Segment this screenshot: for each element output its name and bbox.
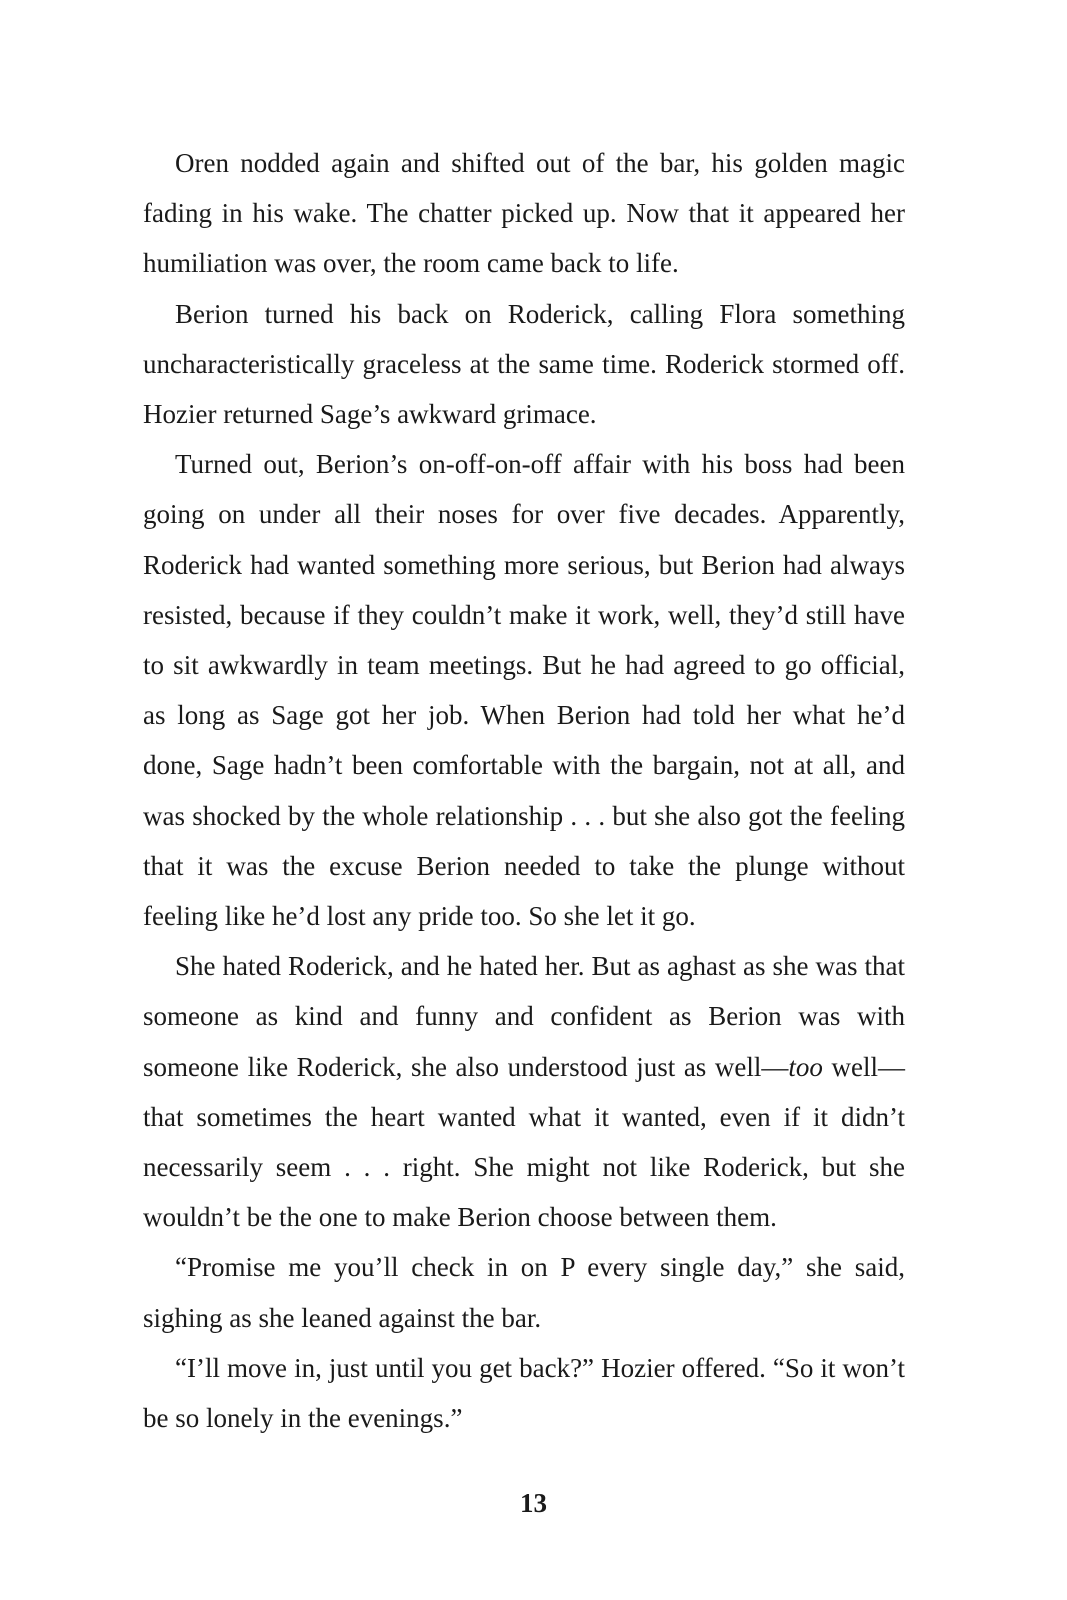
- paragraph-4: [143, 941, 905, 1242]
- paragraph-4-text-a: She hated Roderick, and he hated her. But as aghast as she was that someone as kind and funny and confident as Berion was with someone like Roderick, she also understood just as well—: [143, 951, 905, 1082]
- paragraph-3: [143, 439, 905, 941]
- paragraph-3-text: Turned out, Berion’s on-off-on-off affair with his boss had been going on under all their noses for over five decades. Apparently, Roderick had wanted something more serious, but Berion had always resisted, because if they couldn’t make it work, well, they’d still have to sit awkwardly in team meetings. But he had agreed to go official, as long as Sage got her job. When Berion had told her what he’d done, Sage hadn’t been comfortable with the bargain, not at all, and was shocked by the whole relationship . . . but she also got the feeling that it was the excuse Berion needed to take the plunge without feeling like he’d lost any pride too. So she let it go.: [143, 449, 905, 932]
- paragraph-6-text: “I’ll move in, just until you get back?” Hozier offered. “So it won’t be so lonely in the evenings.”: [143, 1352, 905, 1434]
- body-text: [143, 138, 905, 1443]
- paragraph-2: [143, 289, 905, 440]
- paragraph-5: [143, 1242, 905, 1342]
- paragraph-5-text: “Promise me you’ll check in on P every single day,” she said, sighing as she leaned against the bar.: [143, 1252, 905, 1333]
- paragraph-1: [143, 138, 905, 289]
- paragraph-2-text: Berion turned his back on Roderick, calling Flora something uncharacteristically graceless at the same time. Roderick stormed off. Hozier returned Sage’s awkward grimace.: [143, 298, 905, 430]
- paragraph-4-text-b: well—that sometimes the heart wanted what it wanted, even if it didn’t necessarily seem . . . right. She might not like Roderick, but she wouldn’t be the one to make Berion choose between them.: [143, 1051, 905, 1233]
- paragraph-6: [143, 1343, 905, 1443]
- paragraph-1-text: Oren nodded again and shifted out of the bar, his golden magic fading in his wake. The chatter picked up. Now that it appeared her humiliation was over, the room came back to life.: [143, 148, 905, 279]
- paragraph-4-emphasis: too: [788, 1051, 823, 1082]
- page-number: 13: [520, 1488, 547, 1518]
